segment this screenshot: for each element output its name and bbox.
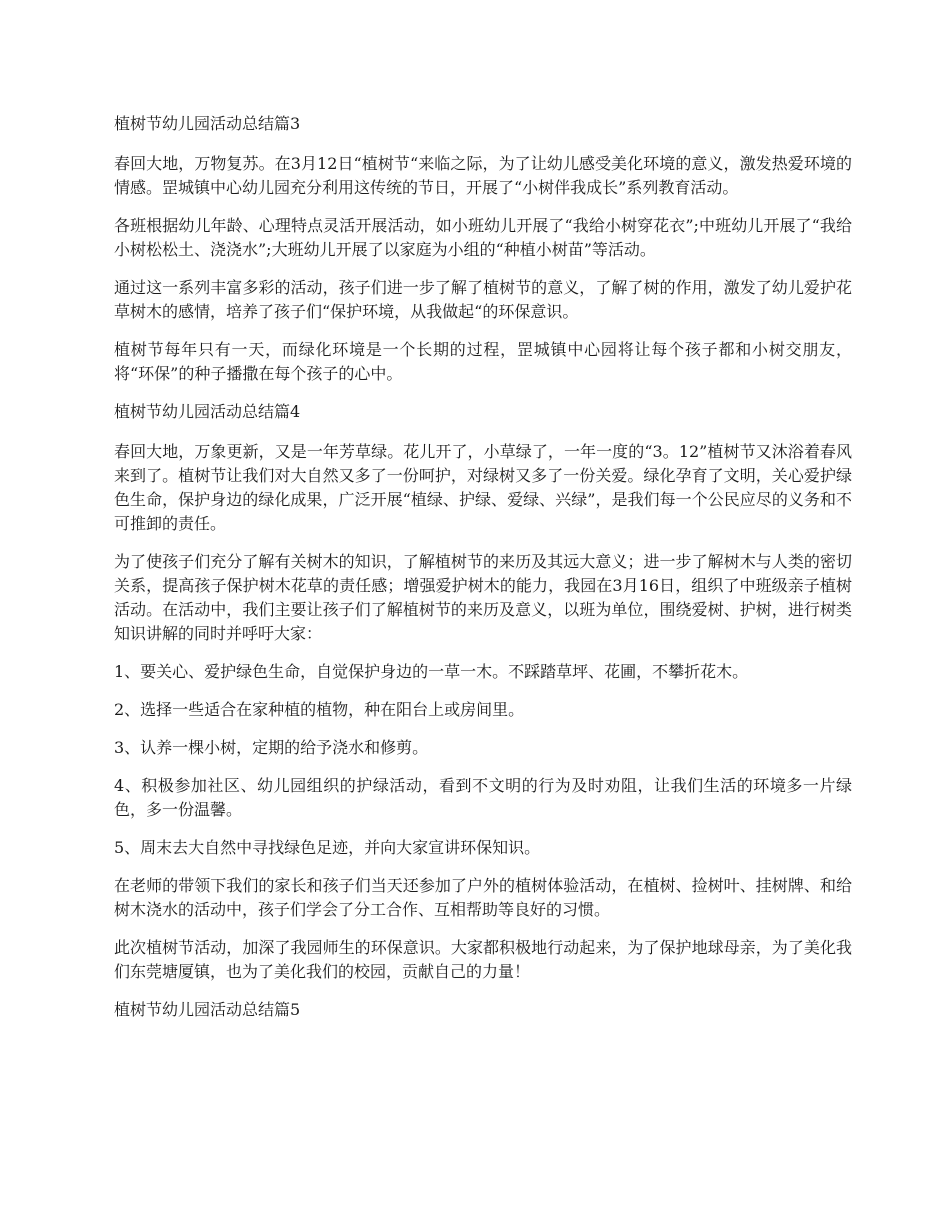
paragraph: 植树节每年只有一天，而绿化环境是一个长期的过程，罡城镇中心园将让每个孩子都和小树交朋友，将“环保”的种子播撒在每个孩子的心中。	[114, 340, 852, 383]
paragraph: 春回大地，万象更新，又是一年芳草绿。花儿开了，小草绿了，一年一度的“3。12”植树节又沐浴着春风来到了。植树节让我们对大自然又多了一份呵护，对绿树又多了一份关爱。绿化孕育了文明，关心爱护绿色生命，保护身边的绿化成果，广泛开展“植绿、护绿、爱绿、兴绿”，是我们每一个公民应尽的义务和不可推卸的责任。	[114, 442, 852, 533]
list-item: 1、要关心、爱护绿色生命，自觉保护身边的一草一木。不踩踏草坪、花圃，不攀折花木。	[114, 662, 749, 681]
paragraph: 在老师的带领下我们的家长和孩子们当天还参加了户外的植树体验活动，在植树、捡树叶、挂树牌、和给树木浇水的活动中，孩子们学会了分工合作、互相帮助等良好的习惯。	[114, 876, 852, 919]
list-item: 4、积极参加社区、幼儿园组织的护绿活动，看到不文明的行为及时劝阻，让我们生活的环境多一片绿色，多一份温馨。	[114, 776, 852, 819]
paragraph: 各班根据幼儿年龄、心理特点灵活开展活动，如小班幼儿开展了“我给小树穿花衣”;中班幼儿开展了“我给小树松松土、浇浇水”;大班幼儿开展了以家庭为小组的“种植小树苗”等活动。	[114, 216, 852, 259]
paragraph: 春回大地，万物复苏。在3月12日“植树节“来临之际，为了让幼儿感受美化环境的意义，激发热爱环境的情感。罡城镇中心幼儿园充分利用这传统的节日，开展了“小树伴我成长”系列教育活动。	[114, 154, 852, 197]
list-item: 3、认养一棵小树，定期的给予浇水和修剪。	[114, 738, 429, 757]
section-heading-5: 植树节幼儿园活动总结篇5	[114, 1000, 301, 1019]
paragraph: 此次植树节活动，加深了我园师生的环保意识。大家都积极地行动起来，为了保护地球母亲，为了美化我们东莞塘厦镇，也为了美化我们的校园，贡献自己的力量！	[114, 938, 852, 981]
section-heading-3: 植树节幼儿园活动总结篇3	[114, 114, 301, 133]
section-heading-4: 植树节幼儿园活动总结篇4	[114, 402, 301, 421]
list-item: 2、选择一些适合在家种植的植物，种在阳台上或房间里。	[114, 700, 525, 719]
document-page	[114, 112, 852, 1038]
paragraph: 通过这一系列丰富多彩的活动，孩子们进一步了解了植树节的意义，了解了树的作用，激发了幼儿爱护花草树木的感情，培养了孩子们“保护环境，从我做起“的环保意识。	[114, 278, 852, 321]
paragraph: 为了使孩子们充分了解有关树木的知识，了解植树节的来历及其远大意义；进一步了解树木与人类的密切关系，提高孩子保护树木花草的责任感；增强爱护树木的能力，我园在3月16日，组织了中班级亲子植树活动。在活动中，我们主要让孩子们了解植树节的来历及意义，以班为单位，围绕爱树、护树，进行树类知识讲解的同时并呼吁大家：	[114, 552, 852, 643]
list-item: 5、周末去大自然中寻找绿色足迹，并向大家宣讲环保知识。	[114, 838, 541, 857]
